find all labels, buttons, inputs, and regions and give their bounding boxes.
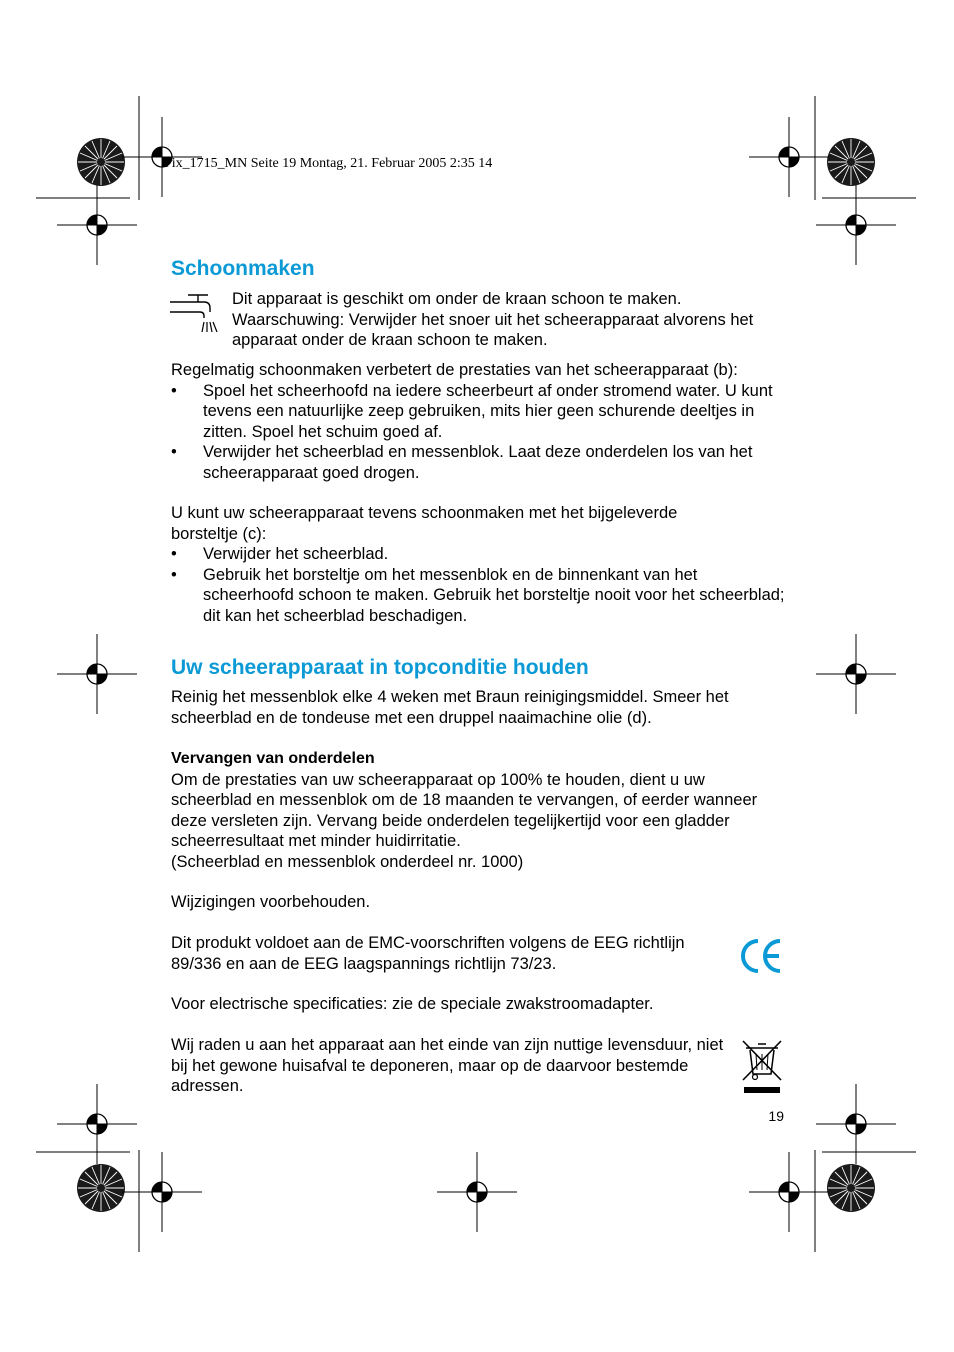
- regular-cleaning-intro: Regelmatig schoonmaken verbetert de prestaties van het scheerapparaat (b):: [171, 361, 738, 379]
- crossed-bin-icon: [740, 1038, 784, 1096]
- ce-mark-icon: [739, 936, 785, 976]
- tap-warning-block: [232, 289, 792, 351]
- tap-intro: Dit apparaat is geschikt om onder de kraan schoon te maken.: [232, 290, 682, 308]
- list-item: • Gebruik het borsteltje om het messenblok en de binnenkant van het scheerhoofd schoon te maken. Gebruik het borsteltje nooit voor het scheerblad; dit kan het scheerblad beschadigen.: [171, 565, 786, 627]
- print-slug-line: Fix_1715_MN Seite 19 Montag, 21. Februar 2005 2:35 14: [164, 156, 493, 171]
- list-item: • Verwijder het scheerblad.: [171, 544, 786, 565]
- brush-cleaning-block: [171, 503, 786, 626]
- brush-cleaning-intro: U kunt uw scheerapparaat tevens schoonmaken met het bijgeleverde borsteltje (c):: [171, 504, 678, 543]
- regular-cleaning-list: [171, 381, 786, 484]
- faucet-icon: [170, 292, 222, 338]
- part-number: (Scheerblad en messenblok onderdeel nr. 1000): [171, 852, 524, 871]
- list-item: • Spoel het scheerhoofd na iedere scheerbeurt af onder stromend water. U kunt tevens een natuurlijke zeep gebruiken, mits hier geen schurende deeltjes in zitten. Spoel het schuim goed af.: [171, 381, 786, 443]
- changes-notice: Wijzigingen voorbehouden.: [171, 893, 371, 911]
- list-item: • Verwijder het scheerblad en messenblok. Laat deze onderdelen los van het scheerapparaat goed drogen.: [171, 442, 786, 483]
- maintenance-text: Reinig het messenblok elke 4 weken met Braun reinigingsmiddel. Smeer het scheerblad en de tondeuse met een druppel naaimachine olie (d).: [171, 688, 729, 727]
- electrical-spec: Voor electrische specificaties: zie de speciale zwakstroomadapter.: [171, 995, 654, 1013]
- disposal-notice: Wij raden u aan het apparaat aan het einde van zijn nuttige levensduur, niet bij het gewone huisafval te deponeren, maar op de daarvoor bestemde adressen.: [171, 1036, 724, 1095]
- page-number: 19: [768, 1108, 784, 1124]
- section-title-maintenance: Uw scheerapparaat in topconditie houden: [171, 656, 589, 679]
- emc-statement: Dit produkt voldoet aan de EMC-voorschriften volgens de EEG richtlijn 89/336 en aan de EEG laagspannings richtlijn 73/23.: [171, 934, 685, 973]
- replacement-text: Om de prestaties van uw scheerapparaat op 100% te houden, dient u uw scheerblad en messenblok om de 18 maanden te vervangen, of eerder wanneer deze versleten zijn. Vervang beide onderdelen tegelijkertijd voor een gladder scheerresultaat met minder huidirritatie.: [171, 770, 758, 850]
- section-title-cleaning: Schoonmaken: [171, 257, 315, 280]
- tap-warning: Waarschuwing: Verwijder het snoer uit het scheerapparaat alvorens het apparaat onder de kraan schoon te maken.: [232, 310, 754, 349]
- replacement-block: [171, 749, 786, 872]
- replacement-heading: Vervangen van onderdelen: [171, 750, 375, 767]
- brush-cleaning-list: [171, 544, 786, 626]
- regular-cleaning-block: [171, 360, 786, 483]
